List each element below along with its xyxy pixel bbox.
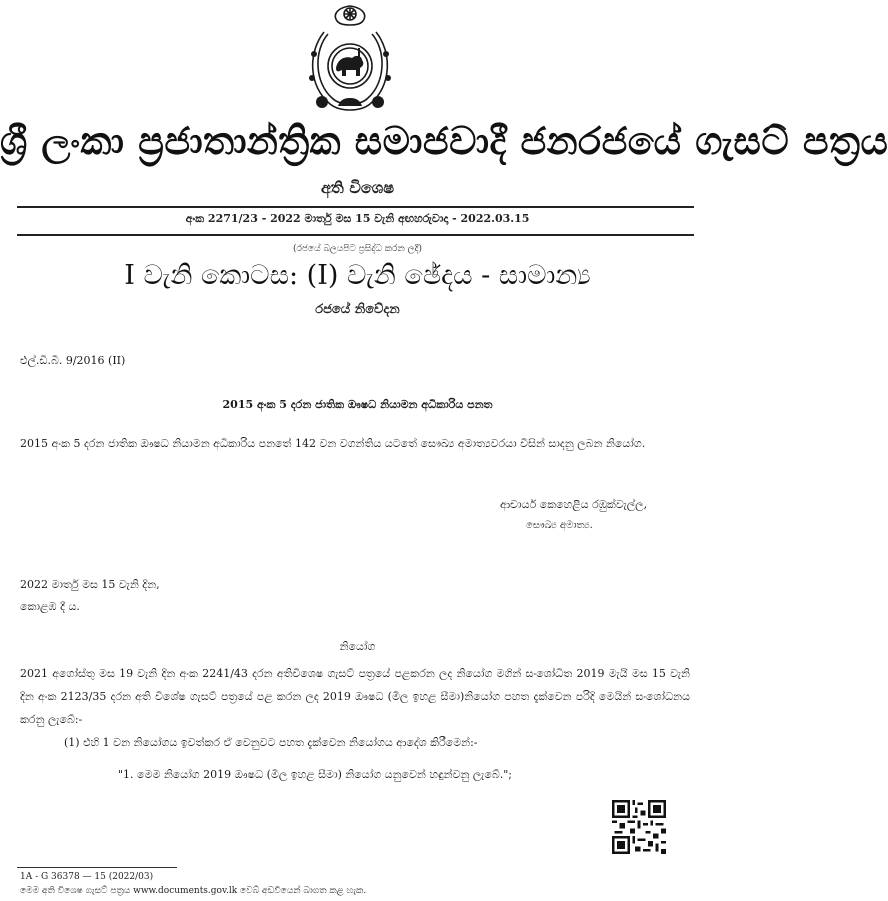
- national-emblem: [298, 2, 402, 118]
- amendment-clause: (1) එහි 1 වන නියෝගය ඉවත්කර ඒ වෙනුවට පහත දැක්වෙන නියෝගය ආදේශ කිරීමෙන්:-: [64, 736, 478, 749]
- signatory-name: ආචාර්ය කෙහෙළිය රඹුක්වැල්ල,: [500, 498, 648, 511]
- signatory-title: සෞඛ්‍ය අමාත්‍ය.: [526, 520, 593, 531]
- footer-download-note: මෙම අති විශෙෂ ගැසට් පත්‍රය www.documents.gov.lk වෙබ් අඩවියෙන් බාගත කළ හැක.: [20, 886, 367, 896]
- qr-code: [612, 800, 666, 854]
- regulations-heading: නියෝග: [339, 640, 376, 653]
- masthead-rule-bottom: [17, 234, 694, 236]
- authority-line: (රජයේ බලයපිට ප්‍රසිද්ධ කරන ලදී): [292, 244, 423, 254]
- footer-rule: [17, 867, 177, 868]
- notices-title: රජයේ නිවේදන: [315, 302, 400, 317]
- act-heading: 2015 අංක 5 දරන ජාතික ඖෂධ නියාමන අධිකාරිය පනත: [222, 398, 493, 411]
- masthead-rule-top: [17, 206, 694, 208]
- regulations-body: 2021 අගෝස්තු මස 19 වැනි දින අංක 2241/43 දරන අතිවිශෙෂ ගැසට් පත්‍රයේ පළකරන ලද නියෝග මගින් සංශෝධිත 2019 මැයි මස 15 වැනි දින අංක 2123/35 දරන අති විශේෂ ගැසට් පත්‍රයේ පළ කරන ලද 2019 ඖෂධ (මිල ඉහළ සීමා)නියෝග පහත දැක්වෙන පරිදි මෙයින් සංශෝධනය කරනු ලැබේ:-: [20, 667, 690, 726]
- preamble-paragraph: 2015 අංක 5 දරන ජාතික ඖෂධ නියාමන අධිකාරිය පනතේ 142 වන වගන්තිය යටතේ සෞඛ්‍ය අමාත්‍යවරයා විසින් සාදනු ලබන නියෝග.: [20, 437, 646, 450]
- date-line: 2022 මාර්තු මස 15 වැනි දින,: [20, 578, 160, 591]
- place-line: කොළඹ දී ය.: [20, 600, 80, 613]
- issue-line: අංක 2271/23 - 2022 මාර්තු මස 15 වැනි අඟහරුවාදා - 2022.03.15: [185, 212, 530, 225]
- edition-label: අති විශෙෂ: [320, 178, 395, 197]
- gazette-masthead: ශ්‍රී ලංකා ප්‍රජාතාන්ත්‍රික සමාජවාදී ජනරජයේ ගැසට් පත්‍රය: [0, 118, 888, 163]
- reference-number: එල්.ඩී.බී. 9/2016 (II): [20, 354, 126, 367]
- footer-print-code: 1A - G 36378 — 15 (2022/03): [20, 872, 154, 882]
- part-title: I වැනි කොටස: (I) වැනි ඡේදය - සාමාන්‍ය: [124, 260, 591, 291]
- quoted-regulation: "1. මෙම නියෝග 2019 ඖෂධ (මිල ඉහළ සීමා) නියෝග යනුවෙන් හඳුන්වනු ලැබේ.";: [118, 768, 512, 781]
